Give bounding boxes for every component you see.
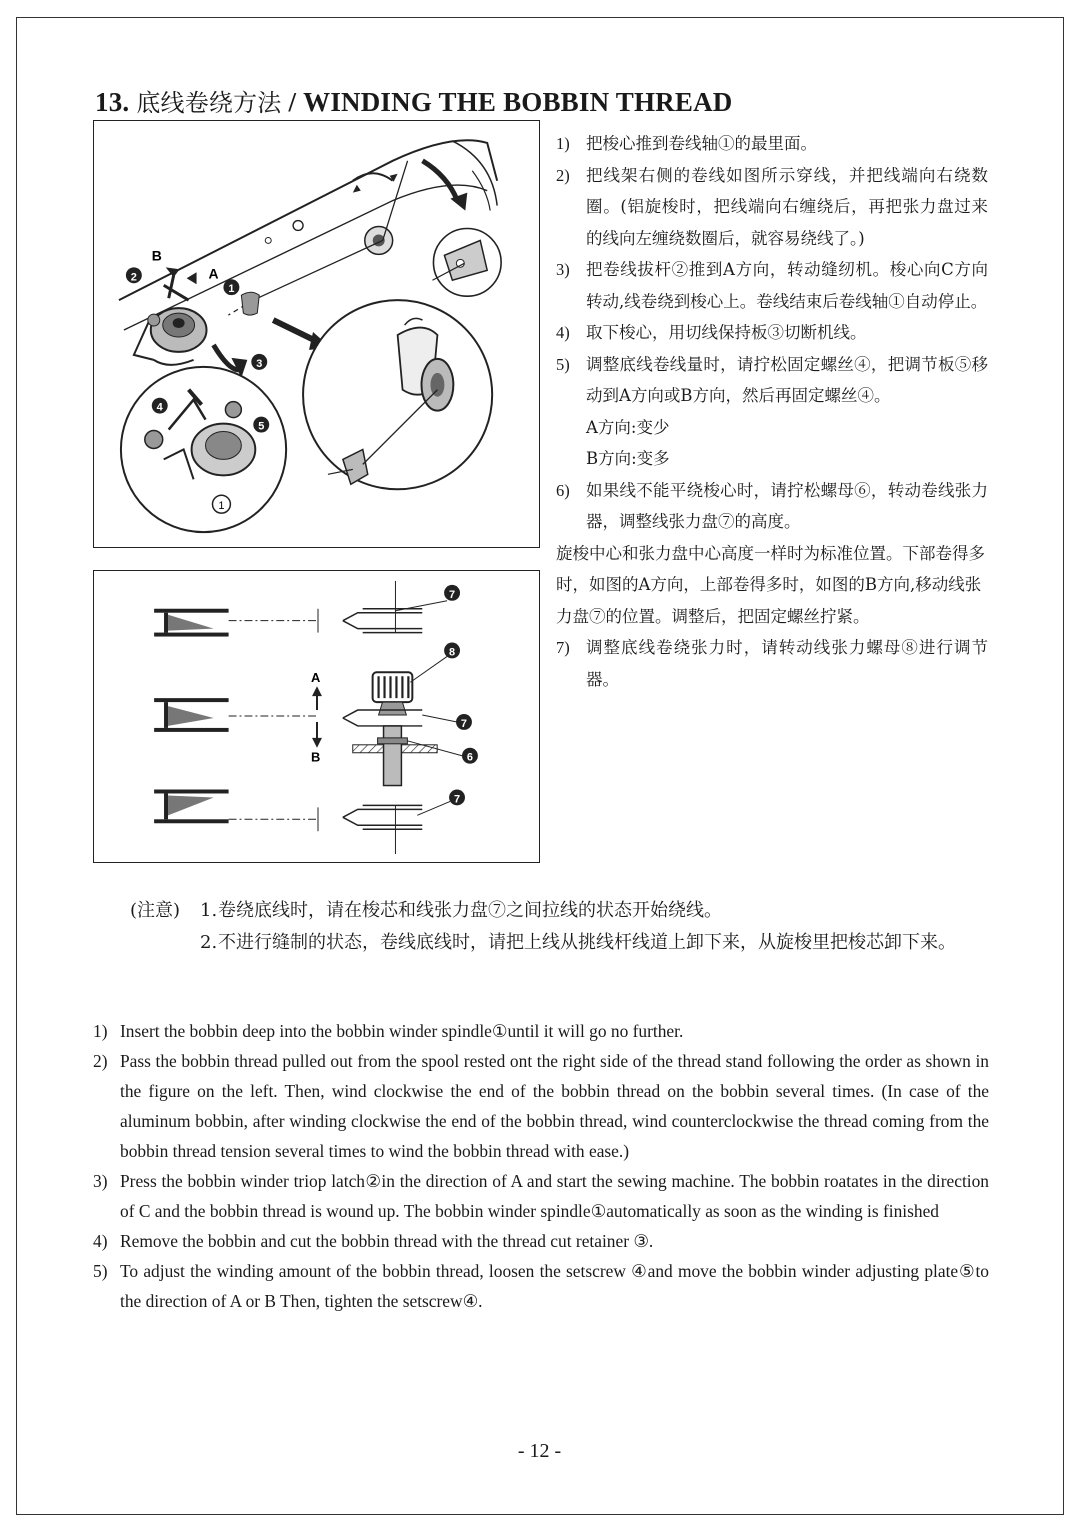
zh-step-3: 3) 把卷线拔杆②推到A方向，转动缝纫机。梭心向C方向转动,线卷绕到梭心上。卷线结束后卷线轴①自动停止。 [556, 260, 988, 311]
section-number: 13. [95, 87, 130, 117]
zh-step-2: 2) 把线架右侧的卷线如图所示穿线，并把线端向右绕数圈。(铝旋梭时，把线端向右缠绕后，再把张力盘过来的线向左缠绕数圈后，就容易绕线了。) [556, 165, 988, 248]
zh-instructions [556, 128, 988, 695]
page-number: - 12 - [517, 1440, 562, 1462]
label-a: A [208, 265, 219, 282]
en-step-5: 5) To adjust the winding amount of the bobbin thread, loosen the setscrew ④and move the bobbin winder adjusting plate⑤to the direction of A or B Then, tighten the setscrew④. [93, 1261, 989, 1311]
zh-step-5: 5) 调整底线卷线量时，请拧松固定螺丝④，把调节板⑤移动到A方向或B方向，然后再固定螺丝④。 [556, 354, 988, 405]
callout-2: 2 [130, 271, 137, 284]
label-b: B [151, 247, 162, 264]
zh-step-6-para: 旋梭中心和张力盘中心高度一样时为标准位置。下部卷得多时，如图的A方向，上部卷得多时，如图的B方向,移动线张力盘⑦的位置。调整后，把固定螺丝拧紧。 [556, 543, 985, 626]
callout-6: 6 [466, 751, 473, 764]
note-label: (注意) [130, 900, 181, 921]
winding-level-figure [93, 570, 540, 863]
zh-step-7: 7) 调整底线卷绕张力时，请转动线张力螺母⑧进行调节器。 [556, 638, 988, 689]
en-instructions [93, 1016, 989, 1316]
label-a: A [311, 670, 321, 686]
callout-4: 4 [156, 401, 163, 414]
section-title [95, 83, 732, 118]
en-step-1: 1) Insert the bobbin deep into the bobbin winder spindle①until it will go no further. [93, 1021, 684, 1041]
caution-note [130, 895, 990, 958]
zh-step-5-a: A方向:变少 [586, 417, 670, 437]
zh-step-4: 4) 取下梭心，用切线保持板③切断机线。 [556, 323, 867, 342]
callout-7-bottom: 7 [453, 793, 461, 806]
bobbin-winder-figure [93, 120, 540, 548]
zh-step-5-b: B方向:变多 [586, 449, 670, 468]
bobbin-top [154, 609, 318, 637]
zh-step-6: 6) 如果线不能平绕梭心时，请拧松螺母⑥，转动卷线张力器，调整线张力盘⑦的高度。 [556, 480, 988, 531]
callout-7-top: 7 [449, 588, 456, 601]
callout-7-mid: 7 [460, 717, 468, 730]
section-title-zh: 底线卷绕方法 [136, 89, 282, 117]
zh-step-1: 1) 把梭心推到卷线轴①的最里面。 [556, 134, 817, 153]
callout-8: 8 [449, 646, 456, 659]
label-b: B [311, 749, 321, 765]
en-step-2: 2) Pass the bobbin thread pulled out from the spool rested ont the right side of the thread stand following the order as shown in the figure on the left. Then, wind clockwise the end of the bobbin thread on the bobbin several times. (In case of the aluminum bobbin, after winding clockwise the end of the bobbin thread, wind counterclockwise the thread coming from the bobbin thread tension several times to wind the bobbin thread with ease.) [93, 1051, 989, 1161]
en-step-3: 3) Press the bobbin winder triop latch②in the direction of A and start the sewing machine. The bobbin roatates in the direction of C and the bobbin thread is wound up. The bobbin winder spindle①automatically as soon as the winding is finished [93, 1171, 989, 1221]
callout-1-detail: 1 [218, 500, 225, 513]
bobbin-middle [154, 698, 318, 732]
callout-3: 3 [256, 357, 263, 370]
winding-level-drawing [94, 571, 539, 862]
note-row-2: 2. 不进行缝制的状态，卷线底线时，请把上线从挑线杆线道上卸下来，从旋梭里把梭芯卸下来。 [200, 931, 956, 953]
note-row-1: (注意) 1. 卷绕底线时，请在梭芯和线张力盘⑦之间拉线的状态开始绕线。 [130, 895, 990, 927]
bobbin-bottom [154, 789, 318, 823]
callout-1: 1 [228, 283, 235, 296]
section-title-en: / WINDING THE BOBBIN THREAD [288, 87, 733, 117]
callout-5: 5 [258, 420, 265, 433]
bobbin-winder-drawing [94, 121, 539, 547]
en-step-4: 4) Remove the bobbin and cut the bobbin thread with the thread cut retainer ③. [93, 1231, 654, 1251]
